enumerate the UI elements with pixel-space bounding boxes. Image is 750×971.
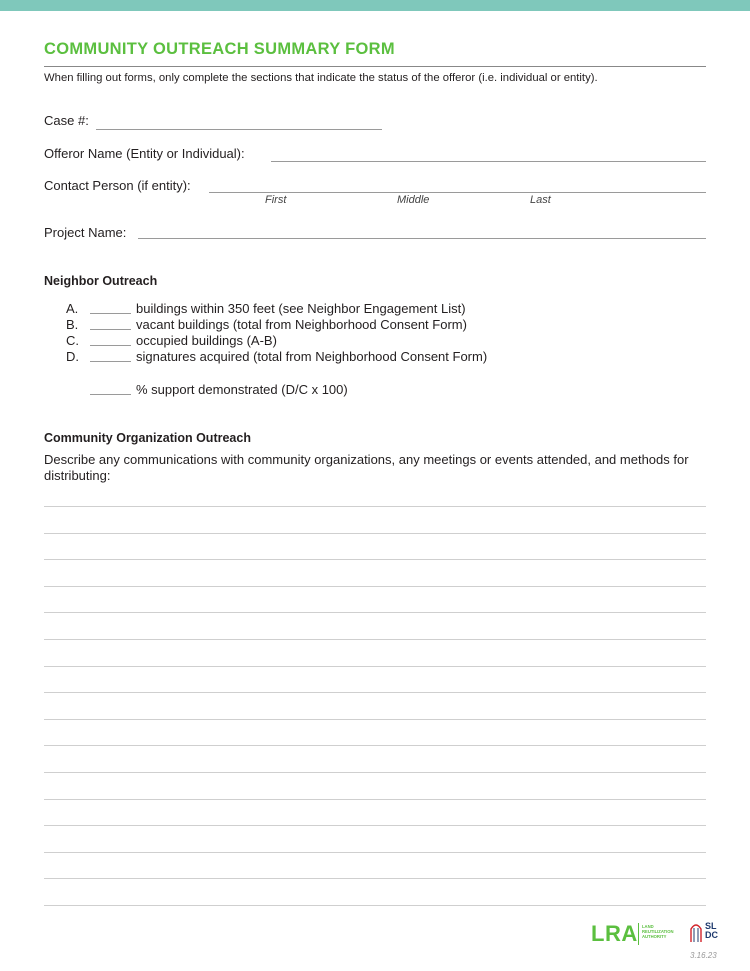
case-number-field[interactable] [96, 129, 382, 130]
response-line[interactable] [44, 772, 706, 773]
contact-first-sublabel: First [265, 194, 287, 206]
sldc-arch-icon [690, 921, 702, 943]
project-name-label: Project Name: [44, 225, 127, 240]
offeror-name-label: Offeror Name (Entity or Individual): [44, 146, 245, 161]
offeror-name-field[interactable] [271, 161, 706, 162]
response-line[interactable] [44, 533, 706, 534]
outreach-item-letter: D. [66, 349, 79, 364]
form-instructions: When filling out forms, only complete the sections that indicate the status of the offeror (i.e. individual or entity). [44, 72, 598, 84]
community-org-heading: Community Organization Outreach [44, 431, 251, 445]
sldc-logo-line: SL [705, 921, 717, 931]
community-org-description: Describe any communications with community organizations, any meetings or events attended, and methods for distributing: [44, 452, 689, 483]
outreach-item-b-blank[interactable] [90, 329, 131, 330]
response-line[interactable] [44, 666, 706, 667]
response-line[interactable] [44, 745, 706, 746]
response-line[interactable] [44, 586, 706, 587]
revision-date: 3.16.23 [690, 951, 717, 960]
outreach-item-c-blank[interactable] [90, 345, 131, 346]
response-line[interactable] [44, 612, 706, 613]
form-title: COMMUNITY OUTREACH SUMMARY FORM [44, 40, 395, 58]
response-line[interactable] [44, 692, 706, 693]
lra-logo-subtitle [642, 924, 682, 939]
contact-person-field[interactable] [209, 192, 706, 193]
contact-person-label: Contact Person (if entity): [44, 178, 191, 193]
neighbor-outreach-heading: Neighbor Outreach [44, 274, 158, 288]
lra-subtitle-line: LAND [642, 924, 654, 929]
support-percentage-blank[interactable] [90, 394, 131, 395]
response-line[interactable] [44, 852, 706, 853]
top-accent-bar [0, 0, 750, 11]
outreach-item-letter: C. [66, 333, 79, 348]
outreach-item-text: occupied buildings (A-B) [136, 333, 277, 348]
response-line[interactable] [44, 719, 706, 720]
lra-subtitle-line: AUTHORITY [642, 934, 667, 939]
support-percentage-text: % support demonstrated (D/C x 100) [136, 382, 348, 397]
outreach-item-text: buildings within 350 feet (see Neighbor Engagement List) [136, 301, 466, 316]
outreach-item-d-blank[interactable] [90, 361, 131, 362]
response-line[interactable] [44, 878, 706, 879]
response-line[interactable] [44, 905, 706, 906]
outreach-item-letter: A. [66, 301, 79, 316]
lra-logo: LRA [591, 921, 638, 946]
outreach-item-text: vacant buildings (total from Neighborhood Consent Form) [136, 317, 467, 332]
sldc-logo-line: DC [705, 930, 718, 940]
outreach-item-a-blank[interactable] [90, 313, 131, 314]
outreach-item-text: signatures acquired (total from Neighborhood Consent Form) [136, 349, 488, 364]
response-line[interactable] [44, 825, 706, 826]
contact-middle-sublabel: Middle [397, 194, 430, 206]
contact-last-sublabel: Last [530, 194, 551, 206]
response-line[interactable] [44, 506, 706, 507]
project-name-field[interactable] [138, 238, 706, 239]
response-line[interactable] [44, 559, 706, 560]
outreach-item-letter: B. [66, 317, 79, 332]
response-line[interactable] [44, 639, 706, 640]
footer-logos [591, 919, 731, 951]
lra-logo-divider [638, 923, 639, 945]
case-number-label: Case #: [44, 113, 89, 128]
title-divider [44, 66, 706, 67]
lra-subtitle-line: REUTILIZATION [642, 929, 674, 934]
sldc-logo [705, 922, 718, 940]
response-line[interactable] [44, 799, 706, 800]
